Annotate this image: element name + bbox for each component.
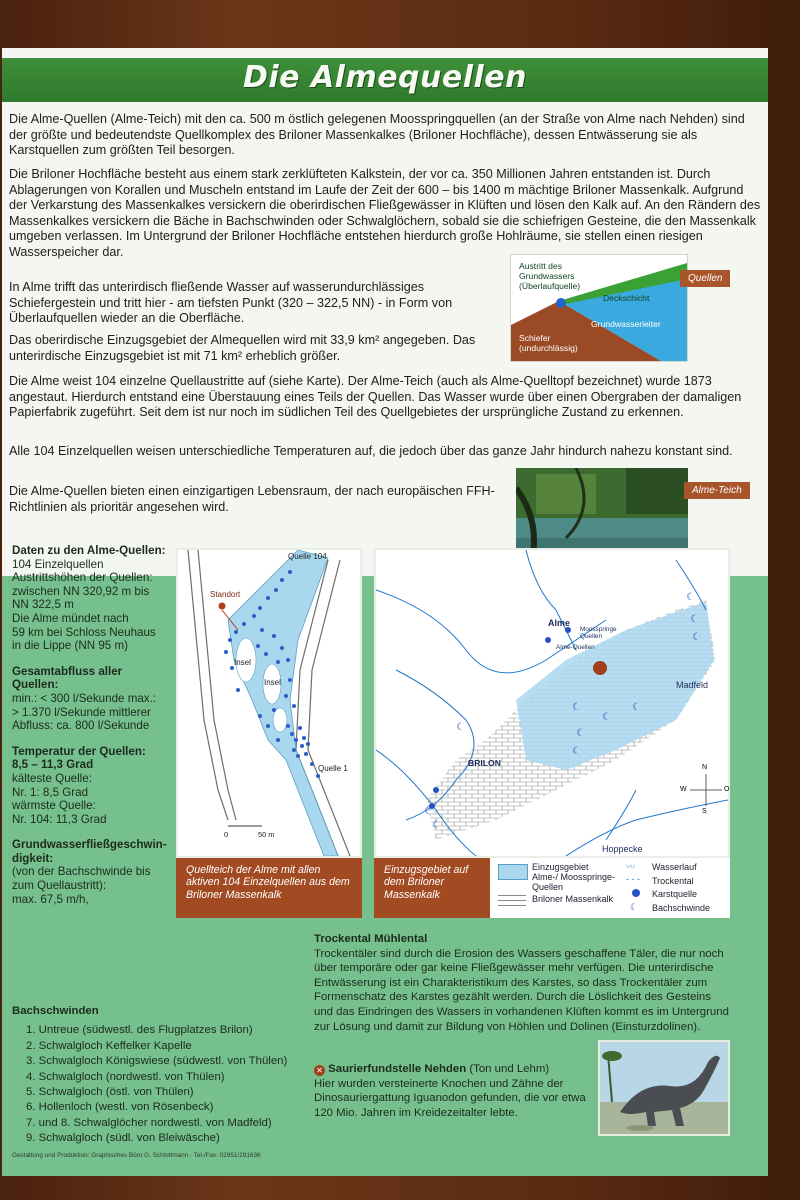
facts-line: (von der Bachschwinde bis [12, 865, 151, 879]
saurier-text: Hier wurden versteinerte Knochen und Zähne der Dinosauriergattung Iguanodon gefunden, die vor etwa 120 Mio. Jahren im Kreidezeitalter lebte. [314, 1077, 586, 1119]
facts-line: kälteste Quelle: [12, 771, 92, 785]
map1-label-insel-1: Insel [234, 658, 251, 667]
map1-scale-50: 50 m [258, 830, 275, 839]
list-item: 1. Untreue (südwestl. des Flugplatzes Brilon) [26, 1024, 253, 1037]
facts-line: zum Quellaustritt): [12, 879, 107, 893]
photo-tag: Alme-Teich [684, 482, 750, 499]
sink-crescent-icon: ☾ [630, 902, 639, 912]
legend-trocken-label: Trockental [652, 876, 694, 886]
wave-icon: 〰 [626, 862, 636, 872]
compass-n: N [702, 764, 708, 771]
intro-paragraph-4: Das oberirdische Einzugsgebiet der Almequellen wird mit 33,9 km² angegeben. Das unterirdische Einzugsgebiet ist mit 71 km² erheblich größer. [9, 333, 476, 363]
iguanodon-illustration [598, 1040, 730, 1136]
saurier-section [314, 1062, 594, 1120]
facts-line: min.: < 300 l/Sekunde max.: [12, 691, 157, 705]
iguanodon-graphic [600, 1042, 728, 1134]
map1-label-standort: Standort [210, 590, 241, 599]
svg-text:☾: ☾ [632, 702, 641, 713]
spring-pond-map-graphic [178, 550, 360, 856]
map1-label-quelle1: Quelle 1 [318, 764, 348, 773]
intro-paragraph-5: Die Alme weist 104 einzelne Quellaustritte auf (siehe Karte). Der Alme-Teich (auch als Alme-Quelltopf bezeichnet) wurde 1873 angestaut. Hierdurch entstand eine Überstauung eines Teils der Quellen. Das Wasser wurde über einen Obergraben der damaligen Papierfabrik zugeführt. Seit dem ist nur noch im südlichen Teil des Quellgebietes der ursprüngliche Zustand zu erkennen. [9, 374, 742, 420]
svg-text:☾: ☾ [572, 746, 581, 757]
legend-bach-label: Bachschwinde [652, 903, 711, 913]
facts-line: max. 67,5 m/h, [12, 892, 89, 906]
svg-text:☾: ☾ [572, 702, 581, 713]
bachschwinden-list [12, 1004, 287, 1147]
facts-line: wärmste Quelle: [12, 799, 96, 813]
svg-text:☾: ☾ [432, 820, 441, 831]
map2-label-almeq: Alme-Quellen [556, 644, 595, 651]
svg-text:☾: ☾ [424, 806, 433, 817]
credits: Gestaltung und Produktion: Graphisches Büro G. Schlottmann · Tel./Fax: 02951/291636 [12, 1152, 261, 1159]
trockental-text: Trockentäler sind durch die Erosion des Wassers geschaffene Täler, die nur noch über temporäre oder gar keine Fließgewässer mehr verfügen. Die unterirdische Entwässerung ist ein Charakteristikum des Karstes, so dass Trockentäler zum Formenschatz des Karstes gezählt werden. Durch die Löslichkeit des Gesteins und das Eindringen des Wassers in vorhandenen Klüften kommt es im Untergrund zur Lösung und damit zur Bildung von Höhlen und Dolinen (Einsturzdolinen). [314, 947, 729, 1033]
diagram-label-cover: Deckschicht [603, 293, 650, 303]
facts-heading-1: Daten zu den Alme-Quellen: [12, 544, 166, 557]
map1-scale-0: 0 [224, 830, 229, 839]
facts-heading-3b: 8,5 – 11,3 Grad [12, 758, 94, 772]
facts-line: Nr. 1: 8,5 Grad [12, 785, 89, 799]
trockental-section [314, 932, 732, 1034]
spring-dot-icon [632, 889, 640, 897]
bachschwinden-heading: Bachschwinden [12, 1005, 99, 1017]
trockental-heading: Trockental Mühlental [314, 933, 428, 945]
list-item: 6. Hollenloch (westl. von Rösenbeck) [26, 1101, 214, 1114]
facts-heading-3: Temperatur der Quellen: [12, 744, 146, 758]
facts-line: NN 322,5 m [12, 598, 74, 612]
legend-kalk-swatch [498, 892, 526, 906]
list-item: 7. und 8. Schwalglöcher nordwestl. von Madfeld) [26, 1116, 272, 1129]
catchment-map-graphic [376, 550, 728, 856]
facts-heading-4: Grundwasserfließgeschwin- [12, 838, 167, 852]
facts-heading-2b: Quellen: [12, 678, 59, 692]
intro-paragraph-2: Die Briloner Hochfläche besteht aus einem stark zerklüfteten Kalkstein, der vor ca. 350 Millionen Jahren entstanden ist. Durch Ablagerungen von Korallen und Muscheln entstand im Laufe der Zeit der 600 – bis 1400 m mächtige Briloner Massenkalk. Aufgrund der Verkarstung des Massenkalkes versickern die oberirdischen Fließgewässer in Klüften und lösen den Kalk auf. An den Rändern des Massenkalkes versickern die Bäche in Bachschwinden oder Schwalglöchern, sobald sie die schiefrigen Gesteine, die den Massenkalk umgeben verlassen. Im Untergrund der Briloner Hochfläche entstehen hierdurch große Hohlräume, sie stellen einen riesigen Wasserspeicher dar. [9, 167, 761, 259]
intro-paragraph-1: Die Alme-Quellen (Alme-Teich) mit den ca. 500 m östlich gelegenen Moosspringquellen (an der Straße von Alme nach Nehden) sind der größte und bedeutendste Quellkomplex des Briloner Massenkalkes (Briloner Hochfläche), dessen Entwässerung sie als Karstquellen zum größten Teil besorgen. [9, 112, 745, 158]
facts-heading-2: Gesamtabfluss aller [12, 664, 123, 678]
svg-text:☾: ☾ [692, 632, 701, 643]
map2-label-alme: Alme [548, 618, 571, 628]
facts-line: in die Lippe (NN 95 m) [12, 639, 128, 653]
intro-paragraph-3: In Alme trifft das unterirdisch fließende Wasser auf wasserundurchlässiges Schiefergestein und tritt hier - am tiefsten Punkt (320 – 322,5 NN) - in Form von Überlaufquellen wieder an die Oberfläche. [9, 280, 453, 326]
facts-panel [12, 544, 174, 906]
info-board [2, 48, 768, 1176]
map2-caption: Einzugsgebiet auf dem Briloner Massenkalk [374, 858, 490, 918]
page-title: Die Almequellen [242, 60, 528, 95]
svg-text:☾: ☾ [602, 712, 611, 723]
list-item: 4. Schwalgloch (nordwestl. von Thülen) [26, 1070, 225, 1083]
diagram-label-outlet: Austritt des Grundwassers (Überlaufquelle) [519, 261, 581, 291]
saurier-heading: Saurierfundstelle Nehden [328, 1063, 467, 1075]
diagram-tag: Quellen [680, 270, 730, 287]
intro-paragraph-6: Alle 104 Einzelquellen weisen unterschiedliche Temperaturen auf, die jedoch über das ganze Jahr hindurch nahezu konstant sind. [9, 444, 733, 458]
map1-label-insel-2: Insel [264, 678, 281, 687]
legend-area-label: Einzugsgebiet Alme-/ Moosspringe-Quellen [532, 862, 616, 892]
map2-label-madfeld: Madfeld [676, 680, 709, 690]
dashed-line-icon: - - - [626, 874, 640, 884]
intro-paragraph-7: Die Alme-Quellen bieten einen einzigartigen Lebensraum, der nach europäischen FFH-Richtlinien als prioritär angesehen wird. [9, 484, 495, 514]
catchment-map [374, 548, 730, 858]
spring-diagram [510, 254, 688, 362]
facts-line: zwischen NN 320,92 m bis [12, 584, 150, 598]
facts-line: Abfluss: ca. 800 l/Sekunde [12, 719, 150, 733]
saurier-sub: (Ton und Lehm) [469, 1063, 550, 1075]
facts-line: 59 km bei Schloss Neuhaus [12, 625, 156, 639]
legend-wasserlauf-label: Wasserlauf [652, 862, 697, 872]
list-item: 5. Schwalgloch (östl. von Thülen) [26, 1086, 194, 1099]
diagram-label-slate: Schiefer (undurchlässig) [519, 333, 578, 353]
facts-line: Austrittshöhen der Quellen: [12, 571, 153, 585]
svg-text:☾: ☾ [686, 592, 695, 603]
list-item: 3. Schwalgloch Königswiese (südwestl. von Thülen) [26, 1055, 288, 1068]
list-item: 9. Schwalgloch (südl. von Bleiwäsche) [26, 1132, 220, 1145]
map1-label-quelle104: Quelle 104 [288, 552, 327, 561]
list-item: 2. Schwalgloch Keffelker Kapelle [26, 1039, 192, 1052]
facts-line: Nr. 104: 11,3 Grad [12, 812, 107, 826]
legend-karst-label: Karstquelle [652, 889, 698, 899]
map1-caption: Quellteich der Alme mit allen aktiven 104 Einzelquellen aus dem Briloner Massenkalk [176, 858, 362, 918]
facts-line: > 1.370 l/Sekunde mittlerer [12, 705, 151, 719]
map2-legend [490, 858, 730, 918]
map2-label-hoppecke: Hoppecke [602, 844, 643, 854]
compass-w: W [680, 786, 687, 793]
diagram-label-aquifer: Grundwasserleiter [591, 319, 661, 329]
svg-text:☾: ☾ [690, 614, 699, 625]
compass-s: S [702, 808, 707, 815]
compass-o: O [724, 786, 730, 793]
svg-text:☾: ☾ [576, 728, 585, 739]
facts-line: 104 Einzelquellen [12, 557, 104, 571]
spring-pond-map [176, 548, 362, 858]
svg-text:☾: ☾ [456, 722, 465, 733]
map2-label-moos: Moosspringe Quellen [580, 626, 617, 640]
map2-label-brilon: BRILON [468, 758, 501, 768]
legend-kalk-label: Briloner Massenkalk [532, 894, 614, 904]
facts-heading-4b: digkeit: [12, 851, 54, 865]
facts-line: Die Alme mündet nach [12, 611, 129, 625]
legend-area-swatch [498, 864, 528, 880]
dinosaur-site-icon: ✕ [314, 1065, 325, 1076]
